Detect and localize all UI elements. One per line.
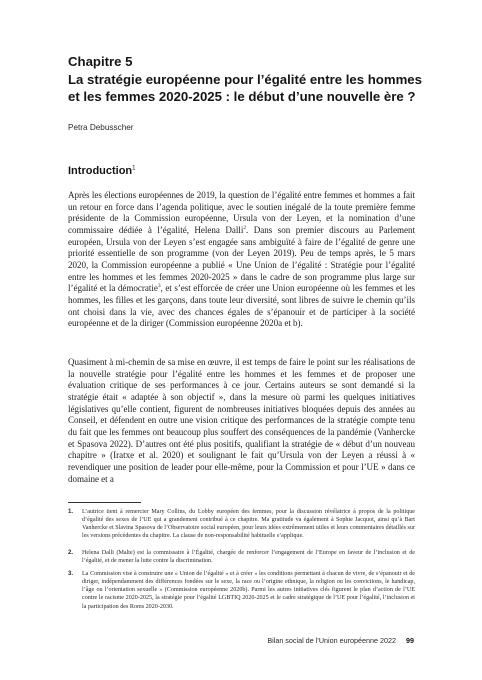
- chapter-heading: [68, 53, 428, 106]
- page-number: 99: [406, 636, 414, 645]
- chapter-title-line-1: La stratégie européenne pour l’égalité entre les hommes: [68, 71, 422, 87]
- footnote-3: [68, 570, 415, 611]
- section-heading-text: Introduction: [68, 165, 133, 177]
- footnote-number: 1.: [68, 508, 74, 515]
- footnote-1: [68, 508, 415, 541]
- footnote-divider: [68, 502, 141, 503]
- author-name: Petra Debusscher: [68, 123, 134, 132]
- footnote-text: L’autrice tient à remercier Mary Collins, du Lobby européen des femmes, pour la discussion révélatrice à propos de la politique d’égalité des sexes de l’UE qui a grandement contribué à ce chapitre. Ma gratitude va également à Sophie Jacquot, ainsi qu’à Bart Vanhercke et Slavina Spasova de l’Observatoire social européen, pour leurs idées extrêmement utiles et leurs commentaires détaillés sur les versions précédentes du chapitre. La clause de non-responsabilité habituelle s’applique.: [82, 509, 415, 540]
- paragraph-1-part-1: Après les élections européennes de 2019, la question de l’égalité entre femmes et hommes a fait un retour en force dans l’agenda politique, avec le soutien inégalé de la toute première femme présidente de la Commission européenne, Ursula von der Leyen, et la nomination d’une commissaire dédiée à l’égalité, Helena Dalli: [68, 190, 415, 235]
- footnote-number: 3.: [68, 570, 74, 577]
- footnote-ref-2: 2: [243, 224, 247, 231]
- body-paragraph-2: Quasiment à mi-chemin de sa mise en œuvre, il est temps de faire le point sur les réalisations de la nouvelle stratégie pour l’égalité entre les hommes et les femmes et de proposer une évaluation critique de ses performances à ce jour. Certains auteurs se sont demandé si la stratégie était « adaptée à son objectif », dans la mesure où parmi les quelques initiatives législatives qu’elle contient, figurent de nombreuses initiatives bloquées depuis des années au Conseil, et défendent en outre une vision critique des performances de la stratégie compte tenu du fait que les femmes ont beaucoup plus souffert des conséquences de la pandémie (Vanhercke et Spasova 2022). D’autres ont été plus positifs, qualifiant la stratégie de « début d’un nouveau chapitre » (Iratxe et al. 2020) et soulignant le fait qu’Ursula von der Leyen a réussi à « revendiquer une position de leader pour elle-même, pour la Commission et pour l’UE » dans ce domaine et a: [68, 357, 415, 484]
- body-paragraph-1: [68, 190, 415, 330]
- footnote-ref-1: 1: [132, 165, 136, 172]
- footnote-text: La Commission vise à construire une « Union de l’égalité » et à créer « les conditions permettant à chacun de vivre, de s’épanouir et de diriger, indépendamment des différences fondées sur le sexe, la race ou l’origine ethnique, la religion ou les convictions, le handicap, l’âge ou l’orientation sexuelle » (Commission européenne 2020b). Parmi les autres initiatives clés figurent le plan d’action de l’UE contre le racisme 2020-2025, la stratégie pour l’égalité LGBTIQ 2020-2025 et le cadre stratégique de l’UE pour l’égalité, l’inclusion et la participation des Roms 2020-2030.: [82, 571, 415, 610]
- footnote-text: Helena Dalli (Malte) est la commissaire à l’Égalité, chargée de renforcer l’engagement de l’Europe en faveur de l’inclusion et de l’égalité, et de mener la lutte contre la discrimination.: [82, 550, 415, 565]
- chapter-title-line-2: et les femmes 2020-2025 : le début d’une nouvelle ère ?: [68, 89, 416, 104]
- page-footer: [267, 636, 414, 645]
- publication-title: Bilan social de l’Union européenne 2022: [267, 636, 396, 645]
- footnote-ref-3: 3: [157, 283, 161, 290]
- chapter-label: Chapitre 5: [68, 54, 133, 69]
- section-heading-introduction: [68, 165, 136, 177]
- footnote-number: 2.: [68, 549, 74, 556]
- paragraph-1-part-3: , et s’est efforcée de créer une Union européenne où les femmes et les hommes, les filles et les garçons, dans toute leur diversité, sont libres de suivre le chemin qu’ils ont choisi dans la vie, avec des chances égales de s’épanouir et de participer à la société européenne et de la diriger (Commission européenne 2020a et b).: [68, 283, 415, 329]
- paragraph-1-part-2: . Dans son premier discours au Parlement européen, Ursula von der Leyen s’est engagée sans ambiguïté à faire de l’égalité de genre une priorité essentielle de son programme (von der Leyen 2019). Peu de temps après, le 5 mars 2020, la Commission européenne a publié « Une Union de l’égalité : Stratégie pour l’égalité entre les hommes et les femmes 2020-2025 » dans le cadre de son programme plus large sur l’égalité et la démocratie: [68, 224, 415, 294]
- footnote-2: [68, 549, 415, 565]
